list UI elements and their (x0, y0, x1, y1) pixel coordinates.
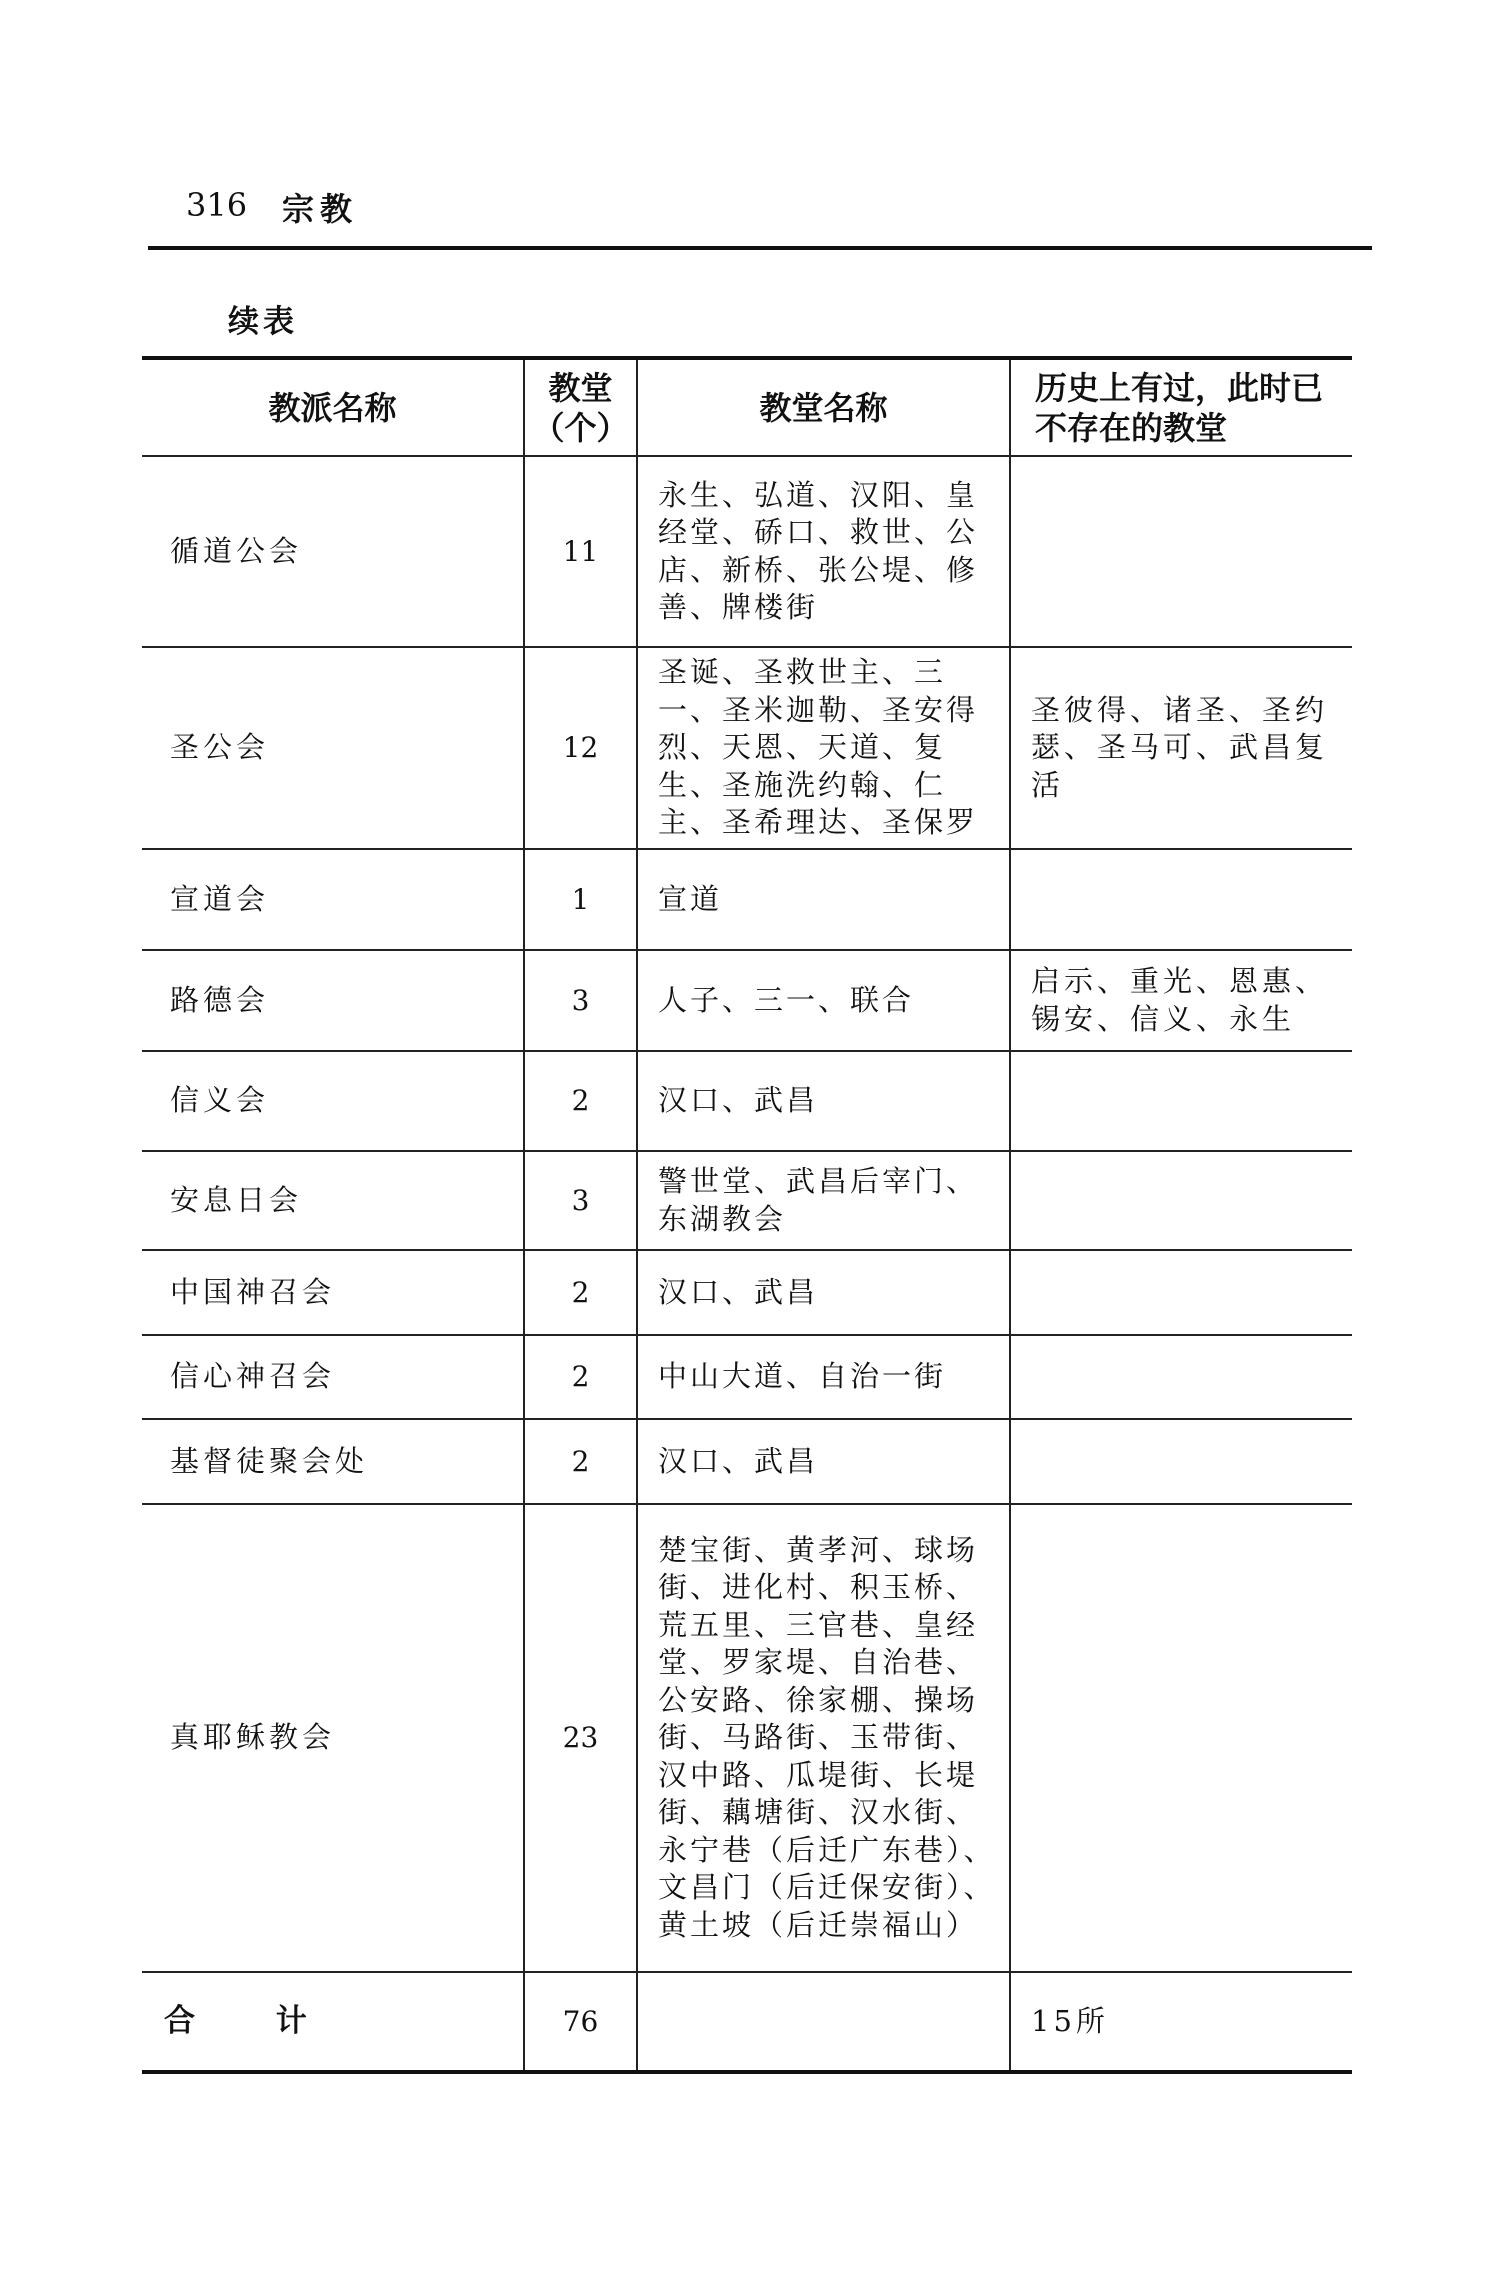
count-cell: 3 (524, 1151, 637, 1250)
total-defunct: 15所 (1010, 1972, 1352, 2072)
total-churches (637, 1972, 1010, 2072)
count-cell: 12 (524, 647, 637, 849)
church-names-cell: 人子、三一、联合 (637, 950, 1010, 1051)
header-denomination: 教派名称 (142, 358, 524, 456)
header-rule (148, 246, 1372, 250)
table-header-row (142, 358, 1352, 456)
header-count: 教堂（个） (524, 358, 637, 456)
denomination-cell: 真耶稣教会 (142, 1504, 524, 1972)
table-row (142, 647, 1352, 849)
defunct-churches-cell (1010, 1419, 1352, 1504)
church-names-cell: 圣诞、圣救世主、三一、圣米迦勒、圣安得烈、天恩、天道、复生、圣施洗约翰、仁主、圣希理达、圣保罗 (637, 647, 1010, 849)
table-row (142, 950, 1352, 1051)
table-row (142, 1335, 1352, 1419)
table-row (142, 456, 1352, 647)
table-row (142, 1504, 1352, 1972)
table-row (142, 1250, 1352, 1335)
count-cell: 2 (524, 1419, 637, 1504)
table-row (142, 1419, 1352, 1504)
denomination-cell: 宣道会 (142, 849, 524, 950)
church-names-cell: 汉口、武昌 (637, 1250, 1010, 1335)
denomination-cell: 圣公会 (142, 647, 524, 849)
denomination-cell: 信义会 (142, 1051, 524, 1151)
count-cell: 23 (524, 1504, 637, 1972)
header-defunct: 历史上有过，此时已不存在的教堂 (1010, 358, 1352, 456)
church-names-cell: 警世堂、武昌后宰门、东湖教会 (637, 1151, 1010, 1250)
continued-label: 续表 (228, 304, 298, 340)
defunct-churches-cell (1010, 1504, 1352, 1972)
church-names-cell: 中山大道、自治一街 (637, 1335, 1010, 1419)
count-cell: 1 (524, 849, 637, 950)
section-title: 宗教 (282, 190, 359, 228)
count-cell: 2 (524, 1250, 637, 1335)
church-names-cell: 汉口、武昌 (637, 1419, 1010, 1504)
denomination-cell: 基督徒聚会处 (142, 1419, 524, 1504)
church-names-cell: 汉口、武昌 (637, 1051, 1010, 1151)
count-cell: 2 (524, 1335, 637, 1419)
table-row (142, 1151, 1352, 1250)
defunct-churches-cell (1010, 456, 1352, 647)
denomination-cell: 循道公会 (142, 456, 524, 647)
table-row (142, 849, 1352, 950)
count-cell: 3 (524, 950, 637, 1051)
defunct-churches-cell: 圣彼得、诸圣、圣约瑟、圣马可、武昌复活 (1010, 647, 1352, 849)
defunct-churches-cell: 启示、重光、恩惠、锡安、信义、永生 (1010, 950, 1352, 1051)
defunct-churches-cell (1010, 1051, 1352, 1151)
header-church-names: 教堂名称 (637, 358, 1010, 456)
denomination-cell: 安息日会 (142, 1151, 524, 1250)
denomination-cell: 信心神召会 (142, 1335, 524, 1419)
count-cell: 11 (524, 456, 637, 647)
defunct-churches-cell (1010, 849, 1352, 950)
church-names-cell: 楚宝街、黄孝河、球场街、进化村、积玉桥、荒五里、三官巷、皇经堂、罗家堤、自治巷、公安路、徐家棚、操场街、马路街、玉带街、汉中路、瓜堤街、长堤街、藕塘街、汉水街、永宁巷（后迁广东巷）、文昌门（后迁保安街）、黄土坡（后迁崇福山） (637, 1504, 1010, 1972)
count-cell: 2 (524, 1051, 637, 1151)
denomination-cell: 中国神召会 (142, 1250, 524, 1335)
total-count: 76 (524, 1972, 637, 2072)
churches-table (142, 356, 1352, 2074)
church-names-cell: 永生、弘道、汉阳、皇经堂、硚口、救世、公店、新桥、张公堤、修善、牌楼街 (637, 456, 1010, 647)
church-names-cell: 宣道 (637, 849, 1010, 950)
denomination-cell: 路德会 (142, 950, 524, 1051)
page-number: 316 (186, 186, 248, 224)
defunct-churches-cell (1010, 1151, 1352, 1250)
total-row (142, 1972, 1352, 2072)
table-row (142, 1051, 1352, 1151)
defunct-churches-cell (1010, 1250, 1352, 1335)
total-label: 合 计 (142, 1972, 524, 2072)
defunct-churches-cell (1010, 1335, 1352, 1419)
